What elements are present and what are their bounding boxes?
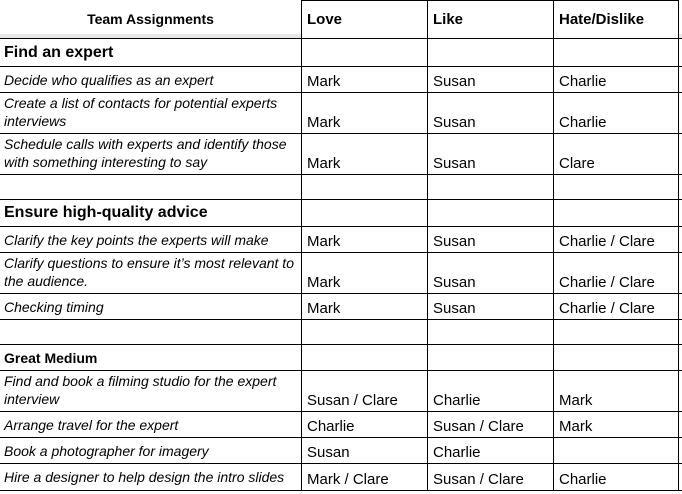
empty-cell[interactable] [301, 320, 427, 344]
empty-cell[interactable] [427, 200, 553, 226]
blank-row [0, 320, 682, 345]
blank-row [0, 175, 682, 200]
task-cell[interactable]: Clarify the key points the experts will make [4, 231, 269, 248]
section-title-cell[interactable]: Great Medium [4, 349, 98, 366]
section-row [0, 345, 682, 371]
task-cell[interactable]: Arrange travel for the expert [4, 416, 179, 433]
love-cell[interactable]: Mark / Clare [301, 464, 427, 490]
love-cell[interactable]: Mark [301, 134, 427, 174]
empty-cell[interactable] [553, 320, 679, 344]
section-row [0, 200, 682, 227]
empty-cell[interactable] [0, 320, 301, 344]
header-row [0, 0, 682, 39]
table-row [0, 67, 682, 93]
empty-cell[interactable] [553, 200, 679, 226]
hate-cell[interactable] [553, 438, 679, 463]
task-cell[interactable]: Find and book a filming studio for the expert interview [4, 373, 277, 407]
table-row [0, 93, 682, 134]
section-row [0, 39, 682, 67]
like-cell[interactable]: Susan / Clare [427, 464, 553, 490]
empty-cell[interactable] [427, 39, 553, 66]
table-row [0, 412, 682, 438]
empty-cell[interactable] [553, 345, 679, 370]
like-cell[interactable]: Susan [427, 253, 553, 293]
like-cell[interactable]: Susan [427, 294, 553, 319]
empty-cell[interactable] [0, 175, 301, 199]
like-cell[interactable]: Susan [427, 227, 553, 252]
header-hate-cell[interactable]: Hate/Dislike [553, 0, 679, 38]
empty-cell[interactable] [553, 39, 679, 66]
hate-cell[interactable]: Charlie / Clare [553, 227, 679, 252]
table-row [0, 134, 682, 175]
like-cell[interactable]: Susan [427, 134, 553, 174]
empty-cell[interactable] [427, 345, 553, 370]
empty-cell[interactable] [301, 175, 427, 199]
task-cell[interactable]: Checking timing [4, 298, 104, 315]
task-cell[interactable]: Decide who qualifies as an expert [4, 71, 214, 88]
empty-cell[interactable] [301, 200, 427, 226]
header-title-cell[interactable]: Team Assignments [87, 11, 214, 27]
task-cell[interactable]: Book a photographer for imagery [4, 442, 209, 459]
like-cell[interactable]: Susan / Clare [427, 412, 553, 437]
empty-cell[interactable] [553, 175, 679, 199]
table-row [0, 464, 682, 491]
love-cell[interactable]: Susan [301, 438, 427, 463]
section-title-cell[interactable]: Ensure high-quality advice [4, 204, 208, 221]
task-cell[interactable]: Schedule calls with experts and identify those with something interesting to say [4, 136, 287, 170]
empty-cell[interactable] [301, 39, 427, 66]
love-cell[interactable]: Mark [301, 253, 427, 293]
hate-cell[interactable]: Charlie [553, 464, 679, 490]
hate-cell[interactable]: Mark [553, 371, 679, 411]
header-like-cell[interactable]: Like [427, 0, 553, 38]
task-cell[interactable]: Clarify questions to ensure it’s most relevant to the audience. [4, 255, 294, 289]
like-cell[interactable]: Charlie [427, 438, 553, 463]
table-row [0, 371, 682, 412]
hate-cell[interactable]: Charlie / Clare [553, 294, 679, 319]
empty-cell[interactable] [427, 320, 553, 344]
task-cell[interactable]: Hire a designer to help design the intro slides [4, 469, 285, 485]
like-cell[interactable]: Susan [427, 93, 553, 133]
table-row [0, 438, 682, 464]
love-cell[interactable]: Mark [301, 93, 427, 133]
section-title-cell[interactable]: Find an expert [4, 43, 114, 61]
table-row [0, 253, 682, 294]
table-row [0, 294, 682, 320]
love-cell[interactable]: Mark [301, 227, 427, 252]
love-cell[interactable]: Mark [301, 294, 427, 319]
like-cell[interactable]: Susan [427, 67, 553, 92]
header-love-cell[interactable]: Love [301, 0, 427, 38]
hate-cell[interactable]: Charlie / Clare [553, 253, 679, 293]
table-row [0, 227, 682, 253]
task-cell[interactable]: Create a list of contacts for potential experts interviews [4, 95, 278, 129]
hate-cell[interactable]: Charlie [553, 93, 679, 133]
empty-cell[interactable] [427, 175, 553, 199]
hate-cell[interactable]: Charlie [553, 67, 679, 92]
empty-cell[interactable] [301, 345, 427, 370]
love-cell[interactable]: Charlie [301, 412, 427, 437]
love-cell[interactable]: Susan / Clare [301, 371, 427, 411]
love-cell[interactable]: Mark [301, 67, 427, 92]
hate-cell[interactable]: Clare [553, 134, 679, 174]
hate-cell[interactable]: Mark [553, 412, 679, 437]
like-cell[interactable]: Charlie [427, 371, 553, 411]
